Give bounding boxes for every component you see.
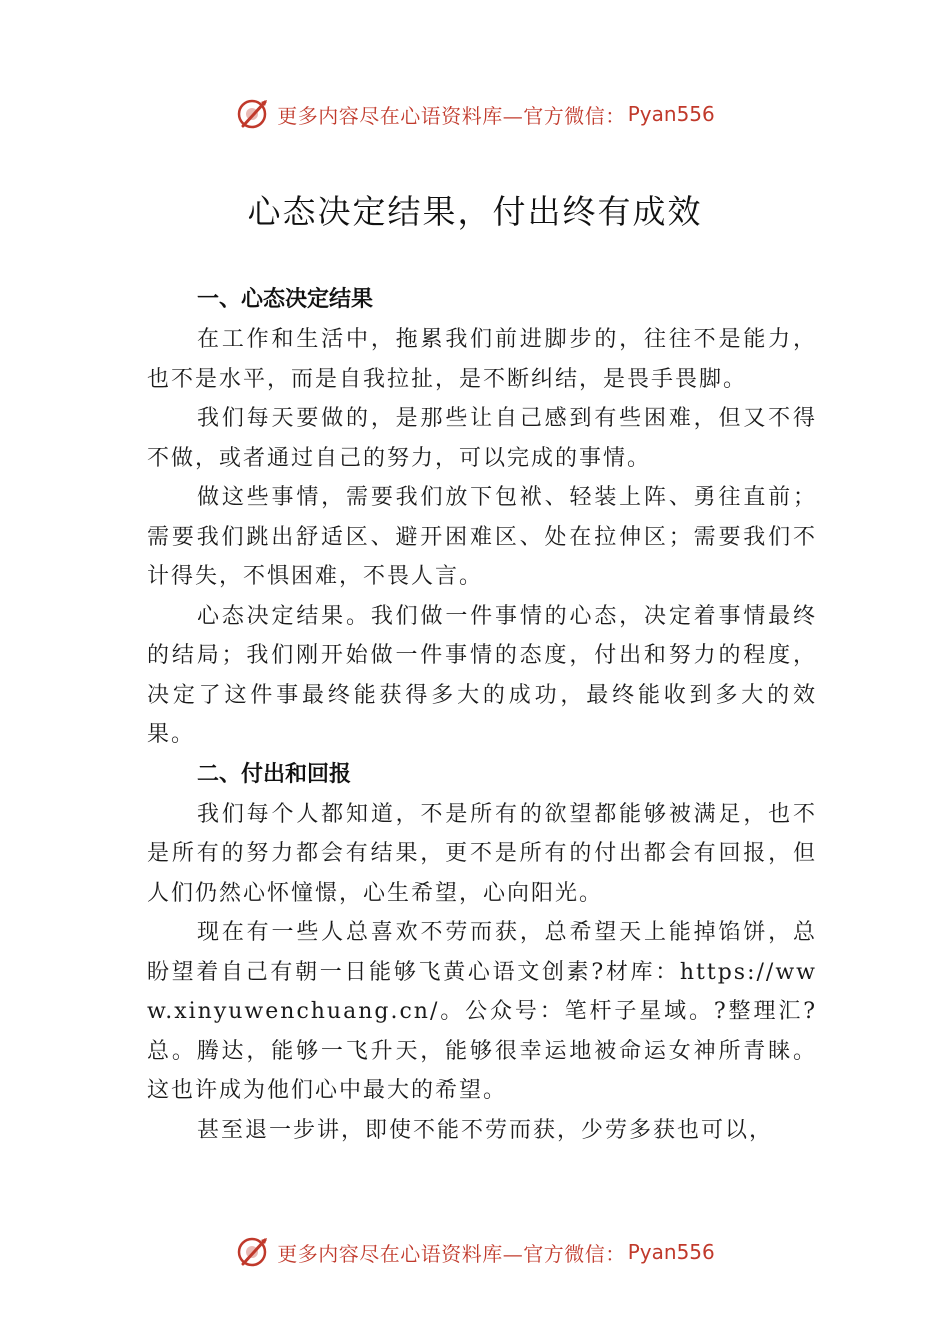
paragraph: 我们每天要做的，是那些让自己感到有些困难，但又不得不做，或者通过自己的努力，可以完成的事情。 [147, 406, 817, 471]
banner-text: 更多内容尽在心语资料库—官方微信： [277, 103, 626, 128]
document-title: 心态决定结果，付出终有成效 [247, 192, 703, 231]
xinyu-logo-icon [235, 96, 271, 132]
paragraph: 甚至退一步讲，即使不能不劳而获，少劳多获也可以， [197, 1117, 774, 1143]
section-heading: 二、付出和回报 [197, 761, 352, 787]
footer-banner [0, 1232, 950, 1272]
document-body [147, 280, 817, 1150]
header-banner [0, 94, 950, 134]
paragraph: 在工作和生活中，拖累我们前进脚步的，往往不是能力，也不是水平，而是自我拉扯，是不断纠结，是畏手畏脚。 [147, 327, 817, 392]
section-heading: 一、心态决定结果 [197, 287, 374, 312]
paragraph: 我们每个人都知道，不是所有的欲望都能够被满足，也不是所有的努力都会有结果，更不是所有的付出都会有回报，但人们仍然心怀憧憬，心生希望，心向阳光。 [147, 801, 817, 906]
banner-wechat-id: Pyan556 [627, 1240, 715, 1264]
banner-text: 更多内容尽在心语资料库—官方微信： [277, 1241, 626, 1266]
paragraph: 现在有一些人总喜欢不劳而获，总希望天上能掉馅饼，总盼望着自己有朝一日能够飞黄心语文创素?材库：https://www.xinyuwenchuang.cn/。公众号：笔杆子星域。?整理汇?总。腾达，能够一飞升天，能够很幸运地被命运女神所青睐。这也许成为他们心中最大的希望。 [147, 920, 817, 1103]
xinyu-logo-icon [235, 1234, 271, 1270]
paragraph: 心态决定结果。我们做一件事情的心态，决定着事情最终的结局；我们刚开始做一件事情的态度，付出和努力的程度，决定了这件事最终能获得多大的成功，最终能收到多大的效果。 [147, 603, 817, 747]
paragraph: 做这些事情，需要我们放下包袱、轻装上阵、勇往直前；需要我们跳出舒适区、避开困难区、处在拉伸区；需要我们不计得失，不惧困难，不畏人言。 [147, 485, 817, 589]
banner-wechat-id: Pyan556 [627, 102, 715, 126]
